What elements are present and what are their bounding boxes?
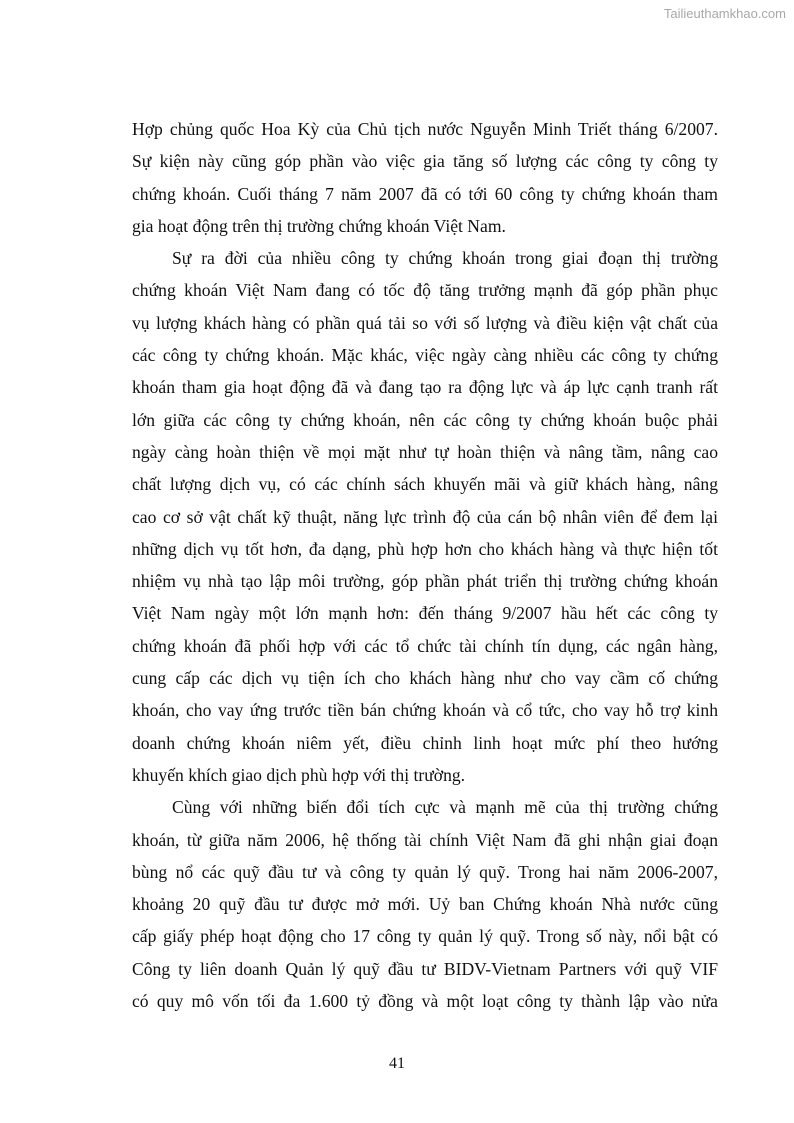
paragraph-start-line: Sự ra đời của nhiều công ty chứng khoán trong giai đoạn thị trường (172, 248, 718, 269)
page-number: 41 (389, 1055, 405, 1072)
text-line: Hợp chủng quốc Hoa Kỳ của Chủ tịch nước Nguyễn Minh Triết tháng 6/2007. (132, 119, 718, 139)
document-body (132, 113, 718, 1017)
watermark-text: Tailieuthamkhao.com (663, 6, 786, 21)
text-line: nhiệm vụ nhà tạo lập môi trường, góp phần phát triển thị trường chứng khoán (132, 571, 718, 592)
text-line: chứng khoán Việt Nam đang có tốc độ tăng trưởng mạnh đã góp phần phục (132, 280, 718, 301)
text-line: khoán tham gia hoạt động đã và đang tạo ra động lực và áp lực cạnh tranh rất (132, 377, 718, 398)
text-line: doanh chứng khoán niêm yết, điều chỉnh linh hoạt mức phí theo hướng (132, 732, 718, 753)
text-line: khoán, từ giữa năm 2006, hệ thống tài chính Việt Nam đã ghi nhận giai đoạn (132, 829, 718, 850)
text-line: vụ lượng khách hàng có phần quá tải so với số lượng và điều kiện vật chất của (132, 312, 718, 333)
text-line: chứng khoán. Cuối tháng 7 năm 2007 đã có tới 60 công ty chứng khoán tham (132, 183, 718, 204)
text-line: chứng khoán đã phối hợp với các tổ chức tài chính tín dụng, các ngân hàng, (132, 635, 718, 656)
text-line: có quy mô vốn tối đa 1.600 tỷ đồng và một loạt công ty thành lập vào nửa (132, 991, 718, 1012)
text-line: lớn giữa các công ty chứng khoán, nên các công ty chứng khoán buộc phải (132, 409, 718, 430)
paragraph-end-line: gia hoạt động trên thị trường chứng khoán Việt Nam. (132, 215, 506, 236)
text-line: cung cấp các dịch vụ tiện ích cho khách hàng như cho vay cầm cố chứng (132, 668, 718, 689)
text-line: khoán, cho vay ứng trước tiền bán chứng khoán và cổ tức, cho vay hỗ trợ kinh (132, 700, 718, 721)
text-line: khoảng 20 quỹ đầu tư được mở mới. Uỷ ban Chứng khoán Nhà nước cũng (132, 894, 718, 915)
text-line: cấp giấy phép hoạt động cho 17 công ty quản lý quỹ. Trong số này, nổi bật có (132, 926, 718, 947)
text-line: Sự kiện này cũng góp phần vào việc gia tăng số lượng các công ty công ty (132, 151, 718, 172)
text-line: Việt Nam ngày một lớn mạnh hơn: đến tháng 9/2007 hầu hết các công ty (132, 603, 718, 624)
text-line: ngày càng hoàn thiện về mọi mặt như tự hoàn thiện và nâng tầm, nâng cao (132, 441, 718, 462)
paragraph-start-line: Cùng với những biến đổi tích cực và mạnh mẽ của thị trường chứng (172, 797, 718, 818)
text-line: cao cơ sở vật chất kỹ thuật, năng lực trình độ của cán bộ nhân viên để đem lại (132, 506, 718, 527)
text-line: bùng nổ các quỹ đầu tư và công ty quản lý quỹ. Trong hai năm 2006-2007, (132, 861, 718, 882)
text-line: các công ty chứng khoán. Mặc khác, việc ngày càng nhiều các công ty chứng (132, 345, 718, 366)
text-line: những dịch vụ tốt hơn, đa dạng, phù hợp hơn cho khách hàng và thực hiện tốt (132, 538, 718, 559)
paragraph-end-line: khuyến khích giao dịch phù hợp với thị trường. (132, 764, 466, 785)
text-line: chất lượng dịch vụ, có các chính sách khuyến mãi và giữ khách hàng, nâng (132, 474, 718, 495)
text-line: Công ty liên doanh Quản lý quỹ đầu tư BIDV-Vietnam Partners với quỹ VIF (132, 958, 718, 979)
